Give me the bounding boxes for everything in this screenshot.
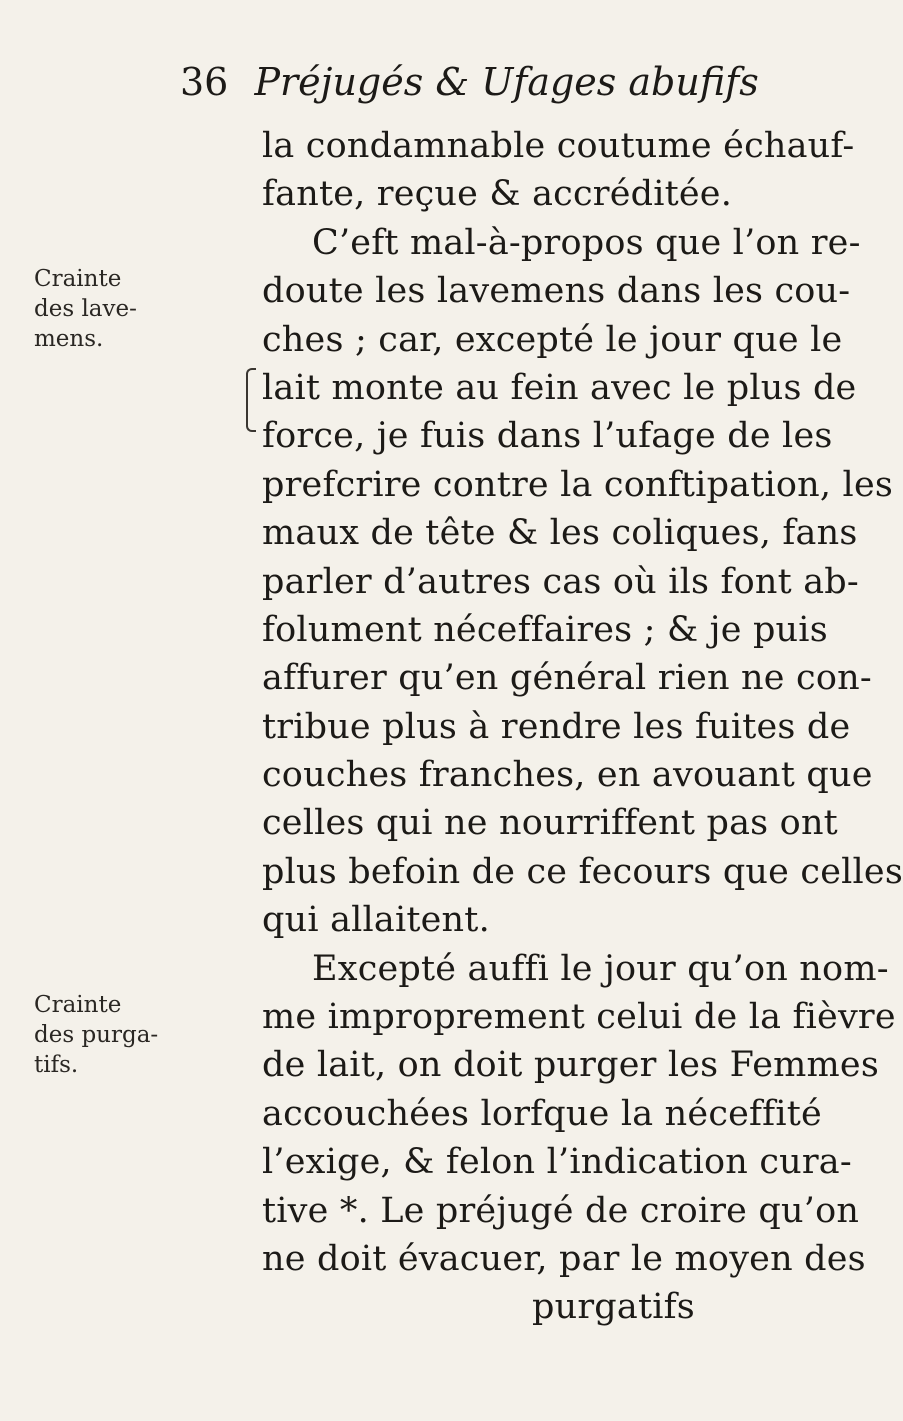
text-line: doute les lavemens dans les cou- [262,271,851,312]
margin-note-line: mens. [34,326,104,352]
text-line: plus befoin de ce fecours que celles [262,851,903,892]
margin-note-purgatifs [34,990,159,1080]
text-line: la condamnable coutume échauf- [262,126,855,166]
page-number: 36 [180,60,229,104]
text-line: C’eft mal-à-propos que l’on re- [312,222,861,263]
running-title: Préjugés & Ufages abufifs [254,60,759,104]
text-line: lait monte au fein avec le plus de [262,367,857,408]
body-text [262,122,903,1332]
text-line: Excepté auffi le jour qu’on nom- [312,948,889,989]
text-line: maux de tête & les coliques, fans [262,513,858,554]
text-line: accouchées lorfque la néceffité [262,1093,822,1134]
running-header [180,58,759,106]
margin-note-line: tifs. [34,1052,79,1078]
text-line: l’exige, & felon l’indication cura- [262,1142,852,1183]
text-line: fante, reçue & accréditée. [262,174,733,215]
text-line: de lait, on doit purger les Femmes [262,1045,879,1086]
text-line: parler d’autres cas où ils font ab- [262,561,859,602]
text-line: me improprement celui de la fièvre [262,997,896,1038]
text-line: ne doit évacuer, par le moyen des [262,1238,866,1279]
margin-note-line: des lave- [34,296,137,322]
text-line: affurer qu’en général rien ne con- [262,658,872,699]
text-line: ches ; car, excepté le jour que le [262,319,843,360]
text-line: prefcrire contre la conftipation, les [262,464,894,505]
text-line: qui allaitent. [262,900,490,941]
text-line: folument néceffaires ; & je puis [262,609,828,650]
text-line: couches franches, en avouant que [262,755,873,796]
text-line: celles qui ne nourriffent pas ont [262,803,838,844]
text-line: force, je fuis dans l’ufage de les [262,416,833,457]
text-line: tribue plus à rendre les fuites de [262,706,851,747]
margin-note-line: des purga- [34,1022,159,1048]
text-line: tive *. Le préjugé de croire qu’on [262,1190,860,1231]
margin-note-lavemens [34,264,154,354]
margin-note-line: Crainte [34,992,122,1018]
pencil-bracket-mark [246,368,256,432]
catchword-line: purgatifs [532,1287,695,1328]
margin-note-line: Crainte [34,266,122,292]
